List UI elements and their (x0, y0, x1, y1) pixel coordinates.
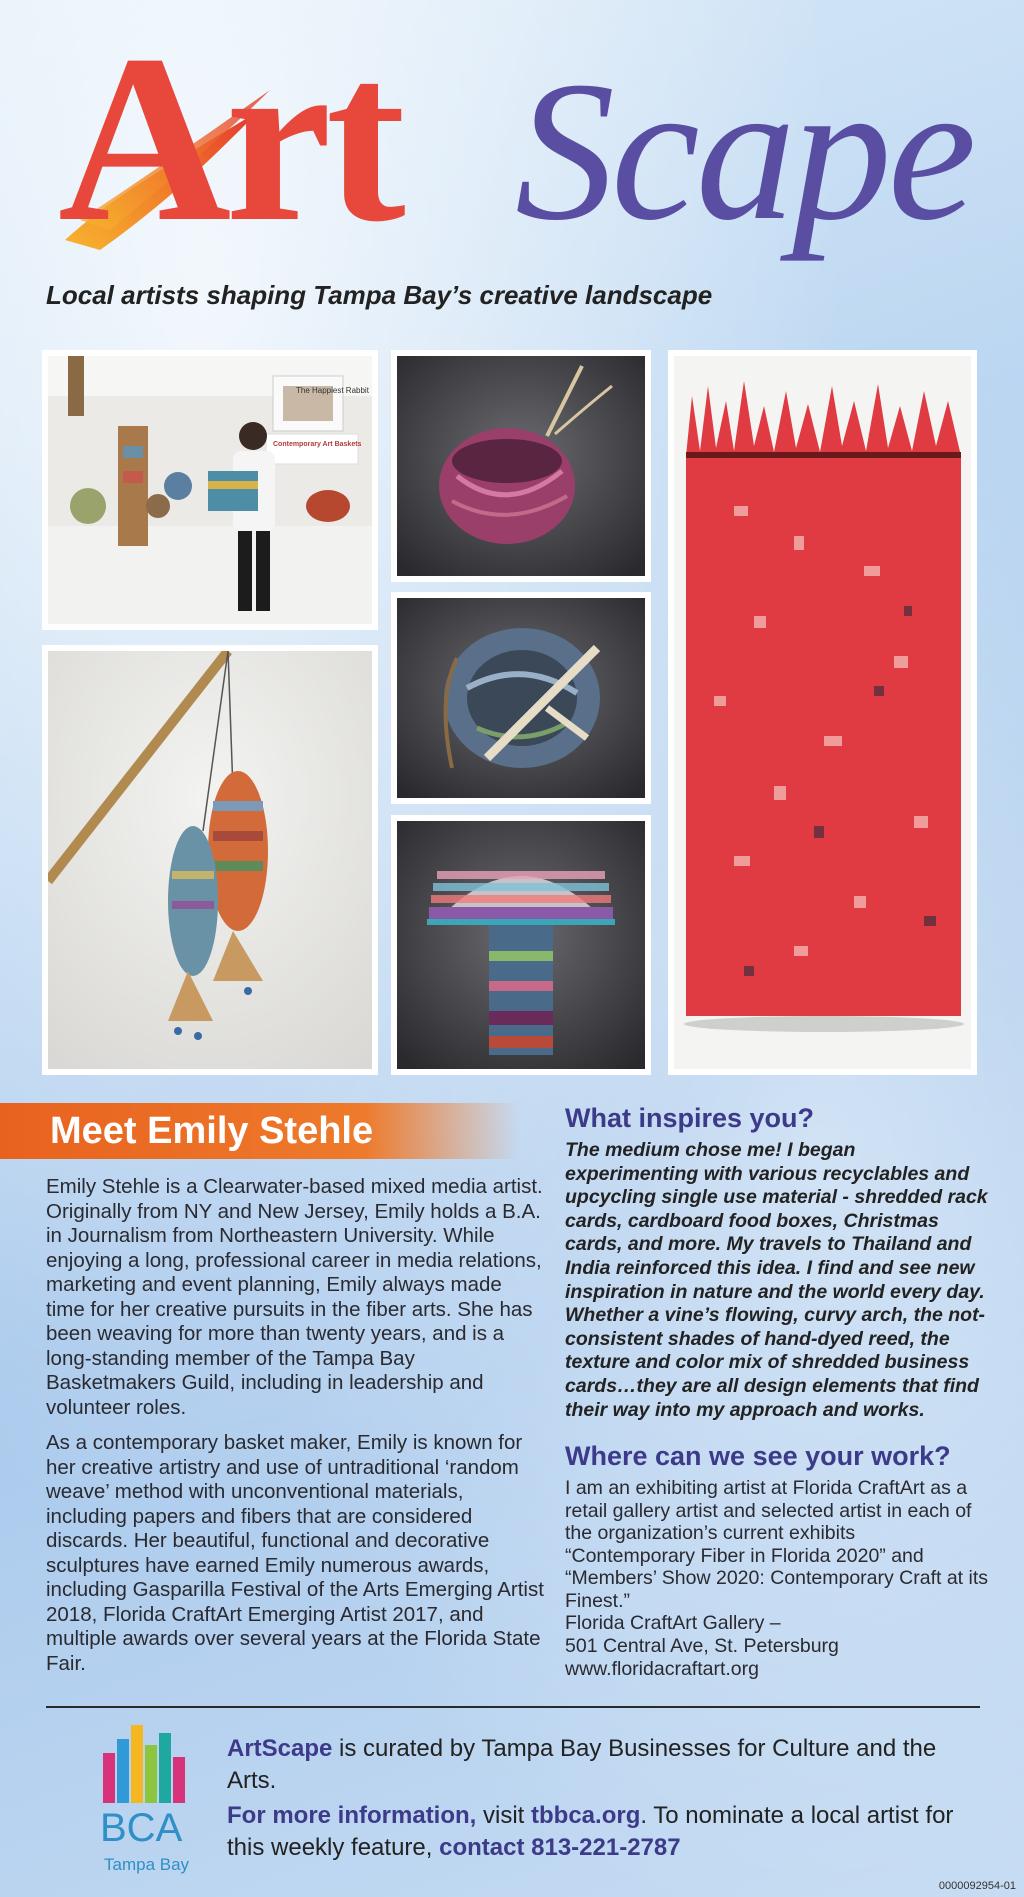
inspire-heading: What inspires you? (565, 1103, 815, 1133)
booth-banner-text: Contemporary Art Baskets (273, 441, 362, 448)
info-nominate: . To nominate a local artist for this weekly feature, (227, 1802, 954, 1861)
photo-purple-reed-basket (391, 350, 651, 582)
booth-sign-text: The Happiest Rabbit (296, 386, 369, 395)
gallery-url: www.floridacraftart.org (565, 1658, 759, 1680)
bio-paragraph-2: As a contemporary basket maker, Emily is known for her creative artistry and use of untraditional ‘random weave’ method with unconventional materials, including papers and fibers that are considered discards. Her beautiful, functional and decorative sculptures have earned Emily numerous awards, including Gasparilla Festival of the Arts Emerging Artist 2018, Florida CraftArt Emerging Artist 2017, and multiple awards over several years at the Florida State Fair. (46, 1431, 544, 1675)
inspire-body: The medium chose me! I began experimenting with various recyclables and upcycling single use material - shredded rack cards, cardboard food boxes, Christmas cards, and more. My travels to Thailand and India reinforced this idea. I find and see new inspiration in nature and the world every day. Whether a vine’s flowing, curvy arch, the not-consistent shades of hand-dyed reed, the texture and color mix of shredded business cards…they are all design elements that find their way into my approach and works. (565, 1139, 988, 1421)
bca-bar-logo-icon (103, 1725, 188, 1803)
photo-artist-booth (42, 350, 378, 630)
ad-code: 0000092954-01 (938, 1880, 1016, 1892)
tagline: Local artists shaping Tampa Bay’s creative landscape (46, 280, 713, 310)
photo-mushroom-basket (391, 815, 651, 1075)
info-label: For more information, (227, 1802, 477, 1829)
info-visit: visit (476, 1802, 532, 1829)
logo-scape-word: Scape (515, 41, 973, 262)
bca-logo-text: BCA (100, 1806, 183, 1850)
gallery-name: Florida CraftArt Gallery – (565, 1612, 781, 1634)
artist-name-heading: Meet Emily Stehle (50, 1110, 374, 1152)
info-statement (227, 1800, 967, 1864)
curated-statement (227, 1733, 967, 1797)
tbbca-link[interactable]: tbbca.org (531, 1802, 641, 1829)
footer-divider (46, 1706, 980, 1708)
curated-text: is curated by Tampa Bay Businesses for Culture and the Arts. (227, 1735, 937, 1794)
bio-paragraph-1: Emily Stehle is a Clearwater-based mixed media artist. Originally from NY and New Jersey, Emily holds a B.A. in Journalism from Northeastern University. While enjoying a long, professional career in media relations, marketing and event planning, Emily always made time for her creative pursuits in the fiber arts. She has been weaving for more than twenty years, and is a long-standing member of the Tampa Bay Basketmakers Guild, including in leadership and volunteer roles. (46, 1175, 543, 1419)
work-body: I am an exhibiting artist at Florida CraftArt as a retail gallery artist and selected artist in each of the organization’s current exhibits “Contemporary Fiber in Florida 2020” and “Members’ Show 2020: Contemporary Craft at its Finest.” (565, 1477, 989, 1612)
bca-logo-subtext: Tampa Bay (104, 1855, 190, 1874)
work-heading: Where can we see your work? (565, 1441, 951, 1471)
photo-red-paper-tower-basket (668, 350, 977, 1075)
curated-brand: ArtScape (227, 1735, 333, 1762)
gallery-address: 501 Central Ave, St. Petersburg (565, 1635, 839, 1657)
contact-phone[interactable]: contact 813-221-2787 (439, 1834, 681, 1861)
photo-hanging-fish-baskets (42, 645, 378, 1075)
logo-art-word: Art (58, 5, 400, 271)
photo-antler-basket (391, 592, 651, 804)
artist-name-banner (0, 1103, 520, 1159)
